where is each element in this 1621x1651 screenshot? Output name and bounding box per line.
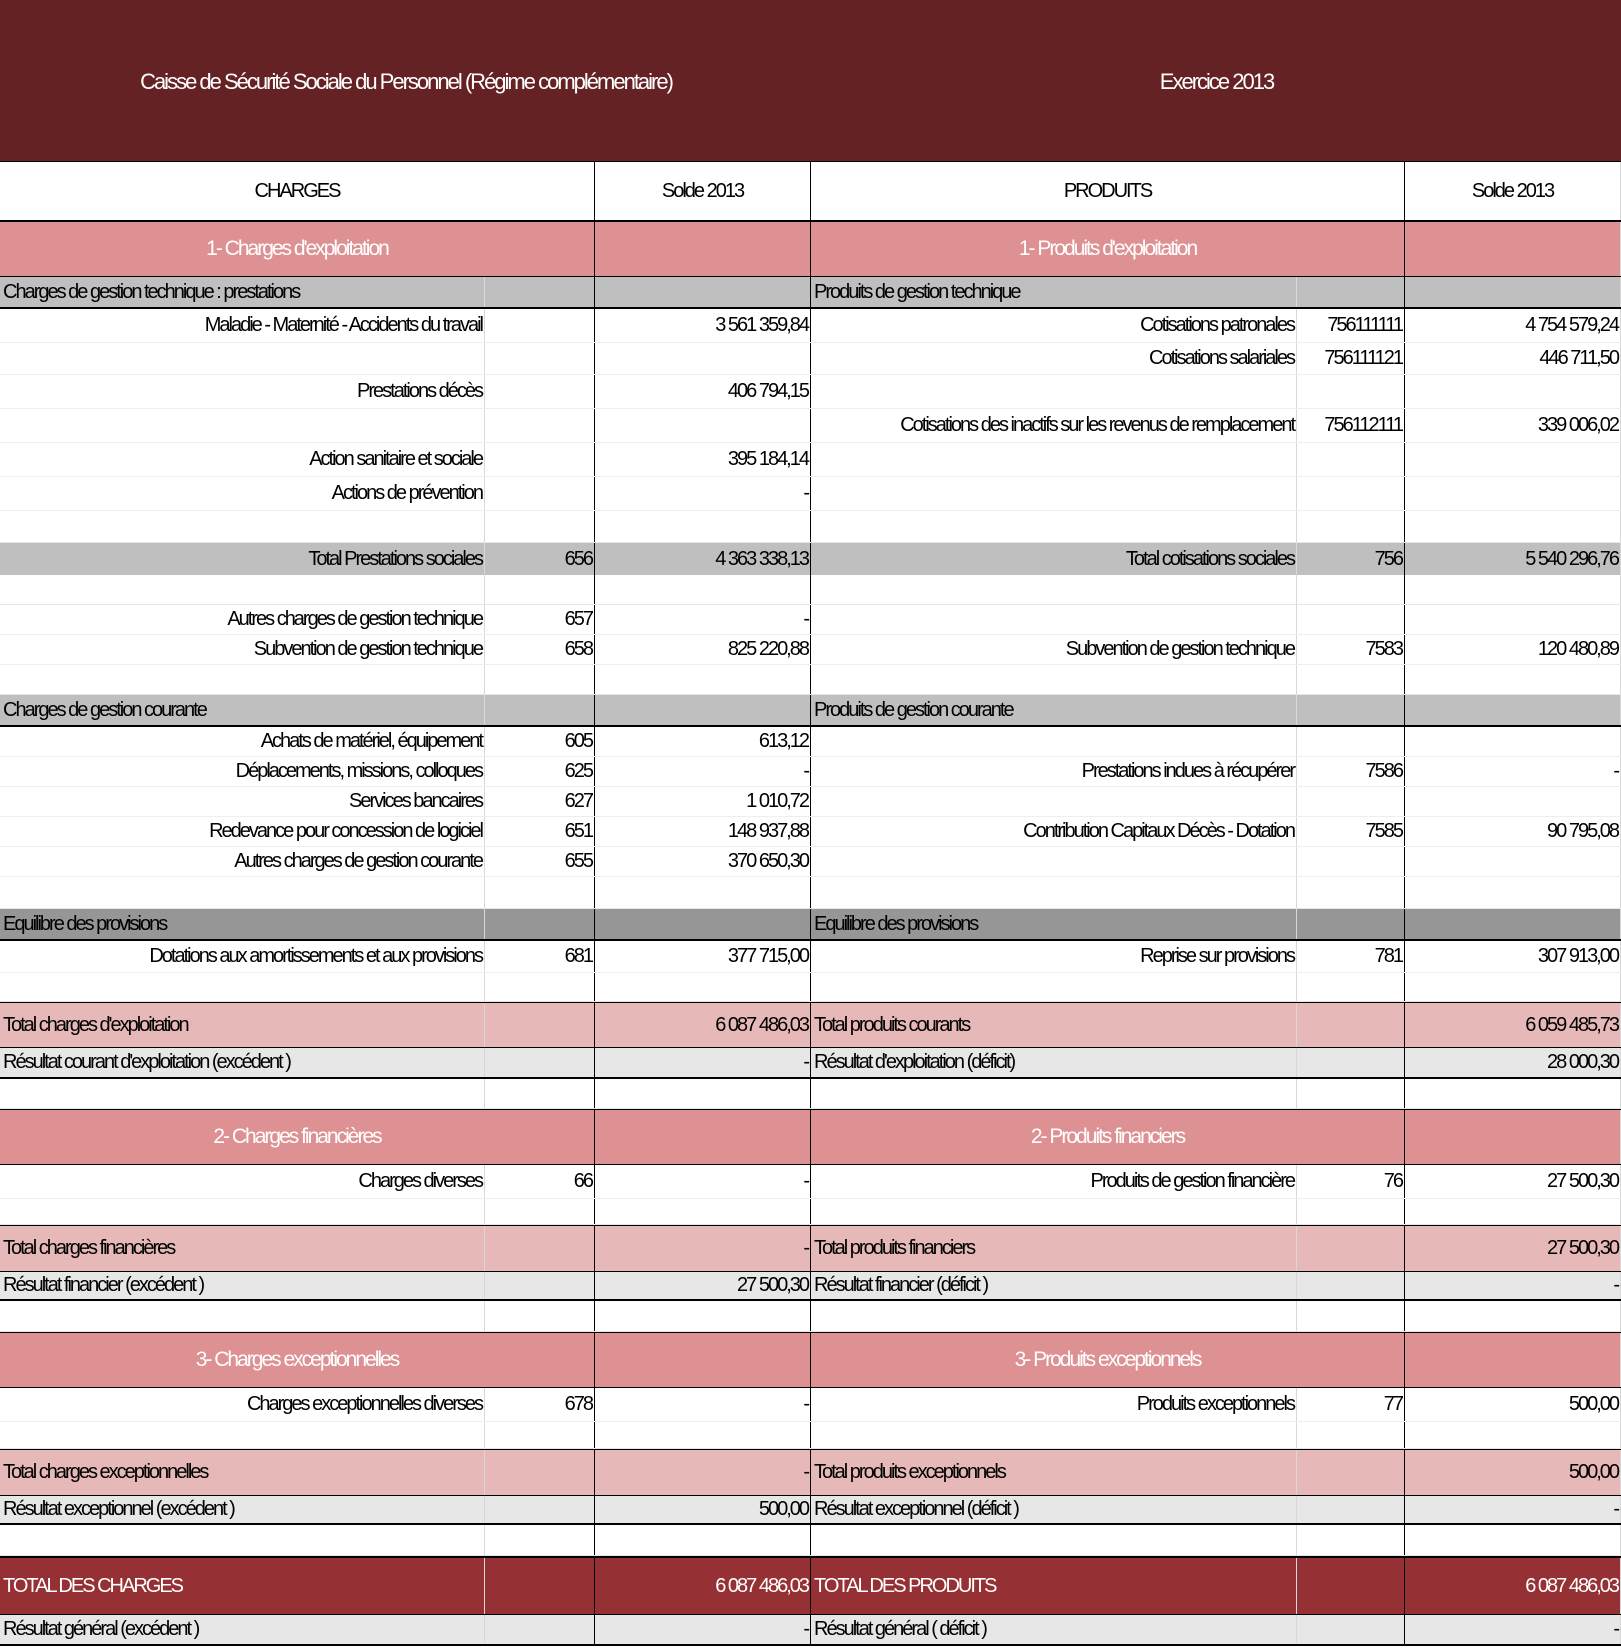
charge-account-code [485, 511, 595, 542]
charge-amount [595, 1333, 811, 1387]
product-label [811, 787, 1297, 816]
product-label: Total produits exceptionnels [811, 1450, 1297, 1495]
charge-account-code [485, 343, 595, 374]
product-label: Résultat exceptionnel (déficit ) [811, 1496, 1297, 1523]
charge-amount: - [595, 1615, 811, 1644]
charge-label: Charges exceptionnelles diverses [0, 1388, 485, 1421]
charge-label: Services bancaires [0, 787, 485, 816]
charge-label: Charges de gestion technique : prestations [0, 277, 485, 307]
charge-amount: 825 220,88 [595, 635, 811, 664]
product-label: Cotisations patronales [811, 309, 1297, 342]
charge-amount [595, 277, 811, 307]
product-account-code [1297, 1079, 1405, 1108]
product-account-code [1297, 665, 1405, 694]
charge-amount [595, 1199, 811, 1224]
product-label: PRODUITS [811, 162, 1405, 220]
charge-account-code: 627 [485, 787, 595, 816]
charge-amount: 1 010,72 [595, 787, 811, 816]
charge-label: Charges de gestion courante [0, 695, 485, 725]
table-row [0, 695, 1621, 727]
charge-amount [595, 1301, 811, 1331]
product-label: Cotisations salariales [811, 343, 1297, 374]
product-amount [1405, 511, 1621, 542]
sheet-header [0, 0, 1621, 161]
product-account-code [1297, 1496, 1405, 1523]
charge-amount [595, 511, 811, 542]
product-label [811, 973, 1297, 1001]
product-label [811, 727, 1297, 756]
table-row [0, 1047, 1621, 1079]
product-amount: - [1405, 1272, 1621, 1299]
charge-account-code [485, 909, 595, 939]
fiscal-year-title: Exercice 2013 [1159, 69, 1274, 94]
product-account-code: 77 [1297, 1388, 1405, 1421]
product-account-code [1297, 575, 1405, 604]
product-amount: 6 087 486,03 [1405, 1558, 1621, 1614]
charge-account-code [485, 1079, 595, 1108]
charge-account-code [485, 575, 595, 604]
charge-label [0, 665, 485, 694]
charge-account-code [485, 1558, 595, 1614]
product-amount: - [1405, 1496, 1621, 1523]
charge-label: Total charges financières [0, 1226, 485, 1271]
product-account-code [1297, 1525, 1405, 1555]
charge-account-code [485, 877, 595, 908]
product-account-code [1297, 511, 1405, 542]
charge-amount: - [595, 1388, 811, 1421]
table-row [0, 543, 1621, 575]
product-amount [1405, 1079, 1621, 1108]
product-label: Produits de gestion courante [811, 695, 1297, 725]
product-amount: - [1405, 757, 1621, 786]
charge-amount: 395 184,14 [595, 443, 811, 476]
charge-amount [595, 909, 811, 939]
charge-label [0, 1525, 485, 1555]
product-account-code [1297, 847, 1405, 876]
product-amount [1405, 973, 1621, 1001]
table-row [0, 221, 1621, 277]
product-label: Produits de gestion technique [811, 277, 1297, 307]
charge-label: Redevance pour concession de logiciel [0, 817, 485, 846]
product-account-code [1297, 1301, 1405, 1331]
product-amount [1405, 277, 1621, 307]
table-row [0, 277, 1621, 309]
product-account-code [1297, 973, 1405, 1001]
table-row [0, 665, 1621, 695]
charge-account-code: 655 [485, 847, 595, 876]
table-row [0, 909, 1621, 941]
product-label: Reprise sur provisions [811, 941, 1297, 972]
product-account-code: 756111121 [1297, 343, 1405, 374]
table-row [0, 1332, 1621, 1388]
product-label [811, 1301, 1297, 1331]
table-row [0, 1422, 1621, 1449]
charge-label [0, 409, 485, 442]
charge-amount [595, 343, 811, 374]
charge-amount: 27 500,30 [595, 1272, 811, 1299]
product-label: 3- Produits exceptionnels [811, 1333, 1405, 1387]
product-amount [1405, 443, 1621, 476]
charge-label: 2- Charges financières [0, 1110, 595, 1164]
product-amount: 500,00 [1405, 1450, 1621, 1495]
product-label: Résultat financier (déficit ) [811, 1272, 1297, 1299]
charge-label: Actions de prévention [0, 477, 485, 510]
charge-account-code: 678 [485, 1388, 595, 1421]
product-account-code [1297, 1272, 1405, 1299]
charge-label: Résultat général (excédent ) [0, 1615, 485, 1644]
table-row [0, 847, 1621, 877]
charge-amount [595, 409, 811, 442]
charge-account-code [485, 1450, 595, 1495]
product-account-code: 756 [1297, 543, 1405, 575]
table-row [0, 1079, 1621, 1109]
product-amount: 27 500,30 [1405, 1165, 1621, 1198]
table-row [0, 161, 1621, 221]
table-row [0, 1449, 1621, 1495]
charge-amount: - [595, 1226, 811, 1271]
charge-label: 1- Charges d'exploitation [0, 222, 595, 276]
product-account-code [1297, 695, 1405, 725]
charge-amount [595, 1525, 811, 1555]
charge-label: Maladie - Maternité - Accidents du travail [0, 309, 485, 342]
table-row [0, 1556, 1621, 1614]
table-row [0, 757, 1621, 787]
charge-label: Charges diverses [0, 1165, 485, 1198]
table-row [0, 375, 1621, 409]
charge-amount: 406 794,15 [595, 375, 811, 408]
product-amount [1405, 1301, 1621, 1331]
product-amount [1405, 1110, 1621, 1164]
product-amount [1405, 575, 1621, 604]
table-row [0, 1109, 1621, 1165]
product-amount [1405, 695, 1621, 725]
product-label: Equilibre des provisions [811, 909, 1297, 939]
product-account-code [1297, 727, 1405, 756]
product-amount [1405, 1525, 1621, 1555]
product-account-code [1297, 1615, 1405, 1644]
product-amount [1405, 909, 1621, 939]
product-amount [1405, 1422, 1621, 1448]
charge-account-code: 605 [485, 727, 595, 756]
product-account-code [1297, 277, 1405, 307]
charge-account-code [485, 1272, 595, 1299]
charge-label: Déplacements, missions, colloques [0, 757, 485, 786]
product-label: Produits exceptionnels [811, 1388, 1297, 1421]
charge-amount [595, 1422, 811, 1448]
product-account-code: 7585 [1297, 817, 1405, 846]
charge-label: Résultat financier (excédent ) [0, 1272, 485, 1299]
charge-account-code [485, 309, 595, 342]
charge-label [0, 575, 485, 604]
charge-account-code [485, 277, 595, 307]
product-account-code [1297, 1558, 1405, 1614]
product-amount [1405, 1199, 1621, 1224]
table-row [0, 787, 1621, 817]
charge-account-code [485, 1301, 595, 1331]
product-label: Subvention de gestion technique [811, 635, 1297, 664]
product-amount: 90 795,08 [1405, 817, 1621, 846]
charge-amount: 613,12 [595, 727, 811, 756]
product-amount: 5 540 296,76 [1405, 543, 1621, 575]
product-amount: Solde 2013 [1405, 162, 1621, 220]
product-account-code [1297, 605, 1405, 634]
charge-account-code [485, 1003, 595, 1047]
charge-label: Résultat exceptionnel (excédent ) [0, 1496, 485, 1523]
charge-account-code [485, 409, 595, 442]
product-amount: 307 913,00 [1405, 941, 1621, 972]
charge-account-code [485, 1525, 595, 1555]
product-account-code: 781 [1297, 941, 1405, 972]
product-label [811, 443, 1297, 476]
charge-label [0, 1199, 485, 1224]
product-label [811, 847, 1297, 876]
charge-account-code [485, 477, 595, 510]
table-row [0, 575, 1621, 605]
charge-account-code [485, 1199, 595, 1224]
product-amount: 339 006,02 [1405, 409, 1621, 442]
charge-label [0, 1079, 485, 1108]
product-label [811, 877, 1297, 908]
charge-label: Subvention de gestion technique [0, 635, 485, 664]
product-amount [1405, 605, 1621, 634]
product-label [811, 1525, 1297, 1555]
product-amount [1405, 1333, 1621, 1387]
table-row [0, 1301, 1621, 1332]
charge-label: CHARGES [0, 162, 595, 220]
charge-label: Total charges d'exploitation [0, 1003, 485, 1047]
charge-label: Résultat courant d'exploitation (excédent ) [0, 1048, 485, 1077]
charge-account-code [485, 665, 595, 694]
charge-amount [595, 222, 811, 276]
charge-amount [595, 575, 811, 604]
table-row [0, 973, 1621, 1002]
product-amount [1405, 477, 1621, 510]
product-amount: 28 000,30 [1405, 1048, 1621, 1077]
charge-label [0, 877, 485, 908]
charge-label: Total Prestations sociales [0, 543, 485, 575]
table-row [0, 1002, 1621, 1047]
product-amount: - [1405, 1615, 1621, 1644]
charge-account-code: 657 [485, 605, 595, 634]
table-row [0, 1388, 1621, 1422]
table-row [0, 511, 1621, 543]
table-row [0, 941, 1621, 973]
product-label: TOTAL DES PRODUITS [811, 1558, 1297, 1614]
product-account-code: 7583 [1297, 635, 1405, 664]
table-row [0, 1225, 1621, 1271]
charge-account-code: 66 [485, 1165, 595, 1198]
table-row [0, 727, 1621, 757]
product-label: Produits de gestion financière [811, 1165, 1297, 1198]
table-row [0, 877, 1621, 909]
charge-account-code [485, 1226, 595, 1271]
charge-amount [595, 1079, 811, 1108]
product-label [811, 605, 1297, 634]
table-row [0, 443, 1621, 477]
charge-amount: 6 087 486,03 [595, 1003, 811, 1047]
table-row [0, 1271, 1621, 1301]
charge-account-code [485, 1422, 595, 1448]
product-amount [1405, 665, 1621, 694]
charge-account-code [485, 695, 595, 725]
charge-account-code [485, 443, 595, 476]
table-row [0, 477, 1621, 511]
product-amount [1405, 375, 1621, 408]
product-account-code [1297, 1048, 1405, 1077]
charge-account-code: 658 [485, 635, 595, 664]
charge-account-code: 656 [485, 543, 595, 575]
product-label [811, 665, 1297, 694]
charge-amount [595, 1110, 811, 1164]
product-account-code: 76 [1297, 1165, 1405, 1198]
charge-label: Action sanitaire et sociale [0, 443, 485, 476]
table-row [0, 1199, 1621, 1225]
product-amount [1405, 877, 1621, 908]
charge-amount: - [595, 757, 811, 786]
product-amount: 500,00 [1405, 1388, 1621, 1421]
charge-label: 3- Charges exceptionnelles [0, 1333, 595, 1387]
charge-amount: 377 715,00 [595, 941, 811, 972]
table-row [0, 409, 1621, 443]
product-label: Total produits courants [811, 1003, 1297, 1047]
product-amount [1405, 787, 1621, 816]
charge-amount: - [595, 477, 811, 510]
product-account-code [1297, 909, 1405, 939]
product-label: Cotisations des inactifs sur les revenus de remplacement [811, 409, 1297, 442]
product-label: Total cotisations sociales [811, 543, 1297, 575]
charge-account-code [485, 1496, 595, 1523]
charge-amount: - [595, 1450, 811, 1495]
charge-amount: - [595, 1048, 811, 1077]
product-label: Résultat d'exploitation (déficit) [811, 1048, 1297, 1077]
table-row [0, 343, 1621, 375]
product-amount [1405, 222, 1621, 276]
charge-label: Prestations décès [0, 375, 485, 408]
product-label: Contribution Capitaux Décès - Dotation [811, 817, 1297, 846]
charge-account-code [485, 1048, 595, 1077]
charge-amount: 4 363 338,13 [595, 543, 811, 575]
charge-label: Dotations aux amortissements et aux provisions [0, 941, 485, 972]
charge-amount: 6 087 486,03 [595, 1558, 811, 1614]
product-label [811, 511, 1297, 542]
charge-label [0, 1301, 485, 1331]
charge-account-code: 651 [485, 817, 595, 846]
charge-label: TOTAL DES CHARGES [0, 1558, 485, 1614]
product-label: Résultat général ( déficit ) [811, 1615, 1297, 1644]
charge-amount [595, 973, 811, 1001]
table-row [0, 1495, 1621, 1525]
product-label: 1- Produits d'exploitation [811, 222, 1405, 276]
charge-label: Achats de matériel, équipement [0, 727, 485, 756]
product-account-code [1297, 877, 1405, 908]
product-amount: 446 711,50 [1405, 343, 1621, 374]
charge-account-code: 681 [485, 941, 595, 972]
charge-label: Total charges exceptionnelles [0, 1450, 485, 1495]
product-account-code [1297, 375, 1405, 408]
product-label [811, 375, 1297, 408]
product-label [811, 575, 1297, 604]
product-amount: 120 480,89 [1405, 635, 1621, 664]
charge-amount [595, 665, 811, 694]
product-label: Total produits financiers [811, 1226, 1297, 1271]
table-row [0, 1525, 1621, 1556]
charge-account-code: 625 [485, 757, 595, 786]
charge-amount: 370 650,30 [595, 847, 811, 876]
product-label: Prestations indues à récupérer [811, 757, 1297, 786]
charge-label [0, 1422, 485, 1448]
product-account-code [1297, 1199, 1405, 1224]
charge-account-code [485, 973, 595, 1001]
product-account-code [1297, 477, 1405, 510]
charge-amount: - [595, 1165, 811, 1198]
charge-amount [595, 877, 811, 908]
product-label [811, 1199, 1297, 1224]
product-account-code: 756111111 [1297, 309, 1405, 342]
charge-amount [595, 695, 811, 725]
table-row [0, 817, 1621, 847]
product-account-code [1297, 787, 1405, 816]
product-amount: 4 754 579,24 [1405, 309, 1621, 342]
product-label: 2- Produits financiers [811, 1110, 1405, 1164]
table-row [0, 1165, 1621, 1199]
charge-amount: - [595, 605, 811, 634]
product-account-code [1297, 1226, 1405, 1271]
product-amount [1405, 847, 1621, 876]
charge-amount: 148 937,88 [595, 817, 811, 846]
charge-label [0, 343, 485, 374]
table-row [0, 1614, 1621, 1646]
product-label [811, 1422, 1297, 1448]
product-label [811, 477, 1297, 510]
charge-account-code [485, 375, 595, 408]
charge-label: Equilibre des provisions [0, 909, 485, 939]
table-row [0, 309, 1621, 343]
charge-label [0, 511, 485, 542]
table-row [0, 605, 1621, 635]
product-account-code [1297, 1450, 1405, 1495]
charge-account-code [485, 1615, 595, 1644]
charge-label: Autres charges de gestion technique [0, 605, 485, 634]
product-account-code: 7586 [1297, 757, 1405, 786]
table-row [0, 635, 1621, 665]
product-account-code: 756112111 [1297, 409, 1405, 442]
charge-amount: Solde 2013 [595, 162, 811, 220]
product-account-code [1297, 443, 1405, 476]
product-account-code [1297, 1422, 1405, 1448]
organization-title: Caisse de Sécurité Sociale du Personnel (Régime complémentaire) [140, 69, 672, 94]
product-amount: 6 059 485,73 [1405, 1003, 1621, 1047]
product-amount [1405, 727, 1621, 756]
charge-amount: 500,00 [595, 1496, 811, 1523]
product-amount: 27 500,30 [1405, 1226, 1621, 1271]
product-label [811, 1079, 1297, 1108]
product-account-code [1297, 1003, 1405, 1047]
charge-label [0, 973, 485, 1001]
charge-amount: 3 561 359,84 [595, 309, 811, 342]
charge-label: Autres charges de gestion courante [0, 847, 485, 876]
